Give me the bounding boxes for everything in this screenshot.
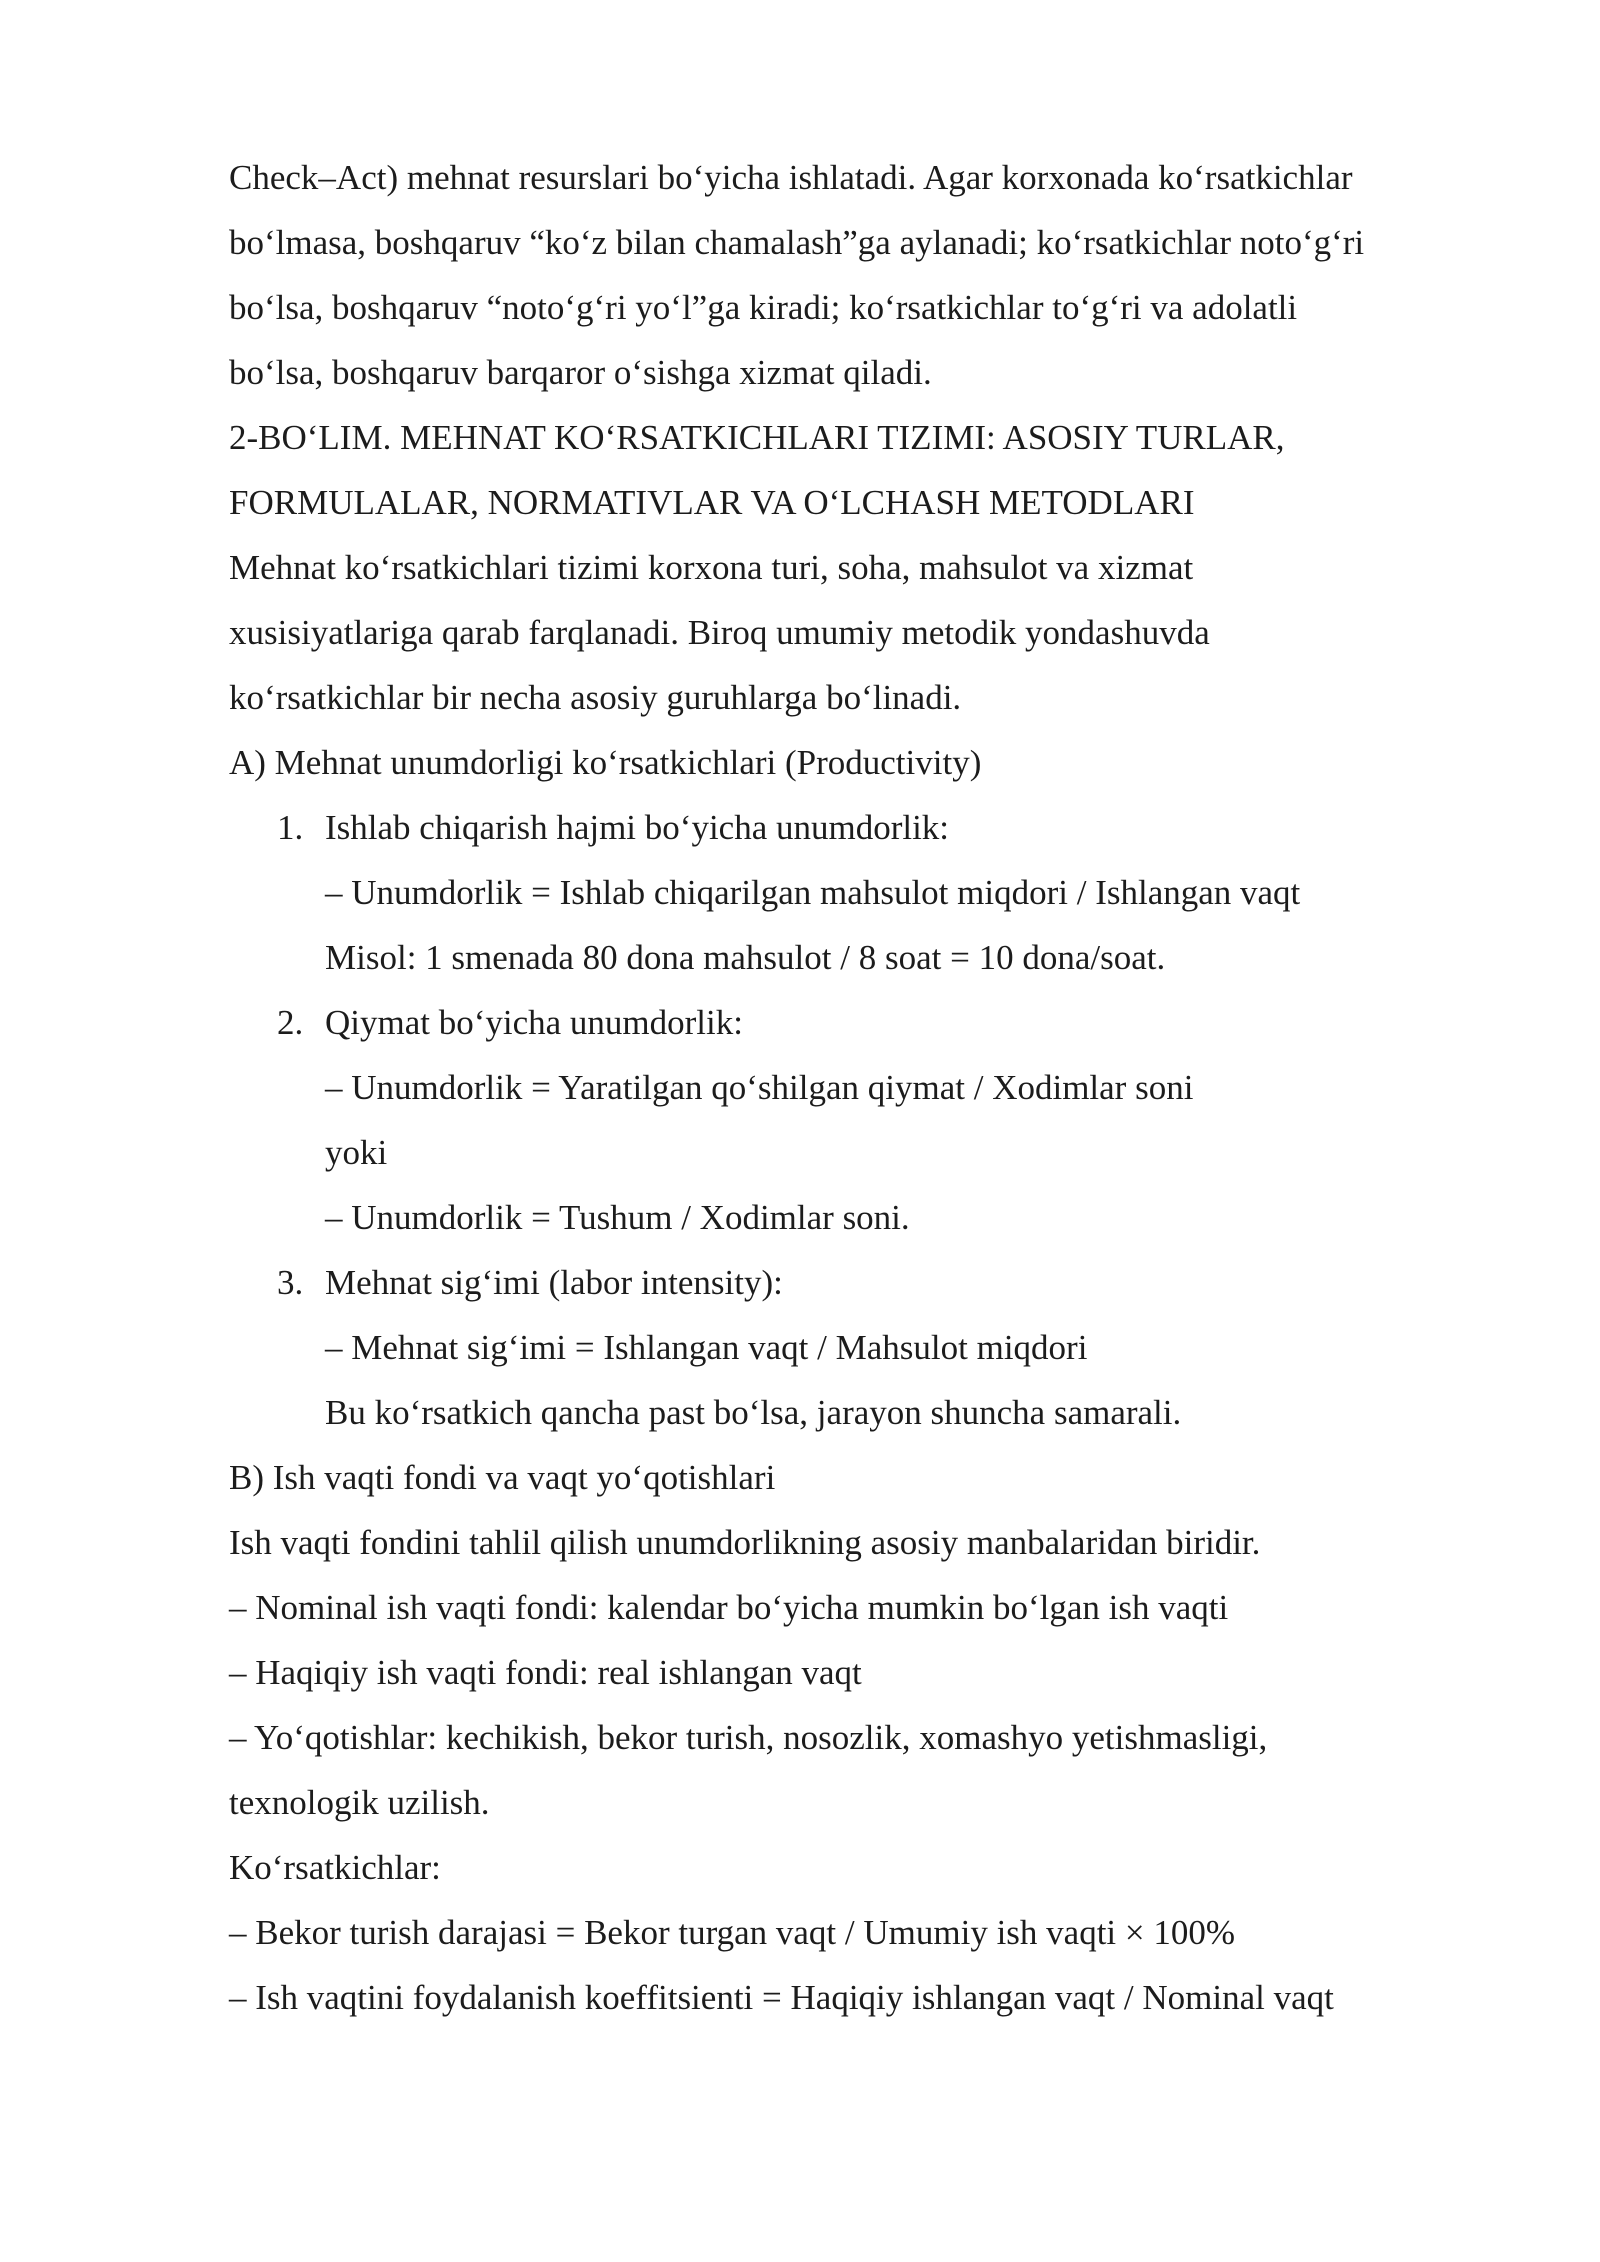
list-item <box>229 1250 1489 1445</box>
text-line: texnologik uzilish. <box>229 1783 490 1822</box>
intro-paragraph <box>229 145 1489 405</box>
group-b <box>229 1445 1489 2030</box>
list-number: 3. <box>277 1263 304 1302</box>
document-page <box>229 145 1489 2030</box>
formula-line: – Unumdorlik = Ishlab chiqarilgan mahsulot miqdori / Ishlangan vaqt <box>325 873 1301 912</box>
section-heading <box>229 405 1489 535</box>
list-item <box>229 990 1489 1250</box>
heading-line: 2-BO‘LIM. MEHNAT KO‘RSATKICHLARI TIZIMI: ASOSIY TURLAR, <box>229 418 1285 457</box>
formula-line: – Unumdorlik = Yaratilgan qo‘shilgan qiymat / Xodimlar soni <box>325 1068 1194 1107</box>
example-line: Misol: 1 smenada 80 dona mahsulot / 8 soat = 10 dona/soat. <box>325 938 1166 977</box>
list-item-heading <box>229 1250 1489 1315</box>
connector-line: yoki <box>325 1133 388 1172</box>
list-number: 2. <box>277 1003 304 1042</box>
text-line: xusisiyatlariga qarab farqlanadi. Biroq umumiy metodik yondashuvda <box>229 613 1210 652</box>
list-item-label: Ishlab chiqarish hajmi bo‘yicha unumdorlik: <box>325 808 950 847</box>
text-line: – Yo‘qotishlar: kechikish, bekor turish, nosozlik, xomashyo yetishmasligi, <box>229 1718 1268 1757</box>
text-line: Ish vaqti fondini tahlil qilish unumdorlikning asosiy manbalaridan biridir. <box>229 1523 1261 1562</box>
formula-line: – Ish vaqtini foydalanish koeffitsienti = Haqiqiy ishlangan vaqt / Nominal vaqt <box>229 1978 1334 2017</box>
formula-line: – Bekor turish darajasi = Bekor turgan vaqt / Umumiy ish vaqti × 100% <box>229 1913 1236 1952</box>
text-line: bo‘lsa, boshqaruv barqaror o‘sishga xizmat qiladi. <box>229 353 932 392</box>
list-number: 1. <box>277 808 304 847</box>
group-b-title: B) Ish vaqti fondi va vaqt yo‘qotishlari <box>229 1458 776 1497</box>
group-a <box>229 730 1489 1445</box>
text-line: – Nominal ish vaqti fondi: kalendar bo‘yicha mumkin bo‘lgan ish vaqti <box>229 1588 1229 1627</box>
text-line: – Haqiqiy ish vaqti fondi: real ishlangan vaqt <box>229 1653 862 1692</box>
text-line: bo‘lmasa, boshqaruv “ko‘z bilan chamalash”ga aylanadi; ko‘rsatkichlar noto‘g‘ri <box>229 223 1365 262</box>
section-intro-paragraph <box>229 535 1489 730</box>
text-line: ko‘rsatkichlar bir necha asosiy guruhlarga bo‘linadi. <box>229 678 962 717</box>
text-line: bo‘lsa, boshqaruv “noto‘g‘ri yo‘l”ga kiradi; ko‘rsatkichlar to‘g‘ri va adolatli <box>229 288 1298 327</box>
group-a-title: A) Mehnat unumdorligi ko‘rsatkichlari (Productivity) <box>229 743 982 782</box>
heading-line: FORMULALAR, NORMATIVLAR VA O‘LCHASH METODLARI <box>229 483 1195 522</box>
list-item-heading <box>229 990 1489 1055</box>
text-line: Ko‘rsatkichlar: <box>229 1848 441 1887</box>
formula-line: – Unumdorlik = Tushum / Xodimlar soni. <box>325 1198 910 1237</box>
text-line: Check–Act) mehnat resurslari bo‘yicha ishlatadi. Agar korxonada ko‘rsatkichlar <box>229 158 1353 197</box>
list-item-label: Qiymat bo‘yicha unumdorlik: <box>325 1003 743 1042</box>
text-line: Mehnat ko‘rsatkichlari tizimi korxona turi, soha, mahsulot va xizmat <box>229 548 1194 587</box>
list-item <box>229 795 1489 990</box>
formula-line: – Mehnat sig‘imi = Ishlangan vaqt / Mahsulot miqdori <box>325 1328 1088 1367</box>
note-line: Bu ko‘rsatkich qancha past bo‘lsa, jarayon shuncha samarali. <box>325 1393 1182 1432</box>
list-item-heading <box>229 795 1489 860</box>
list-item-label: Mehnat sig‘imi (labor intensity): <box>325 1263 783 1302</box>
